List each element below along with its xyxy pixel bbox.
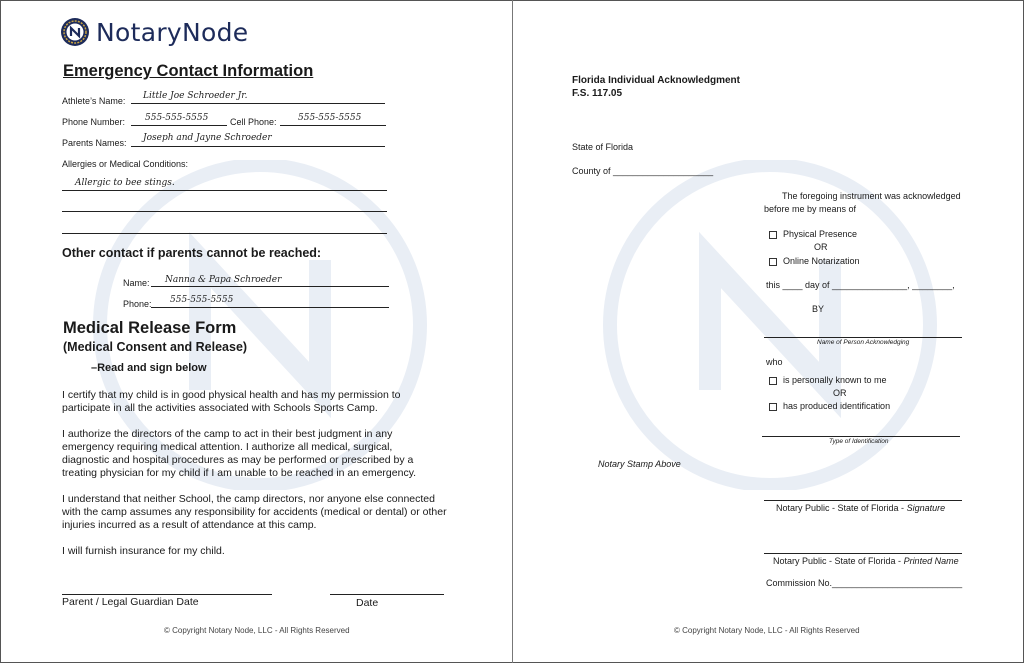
county-line[interactable]: County of ____________________ bbox=[572, 166, 714, 176]
notary-signature-caption-b: Signature bbox=[906, 503, 946, 513]
who-text: who bbox=[766, 357, 783, 367]
allergies-line-3 bbox=[62, 233, 387, 234]
athlete-name-label: Athlete’s Name: bbox=[62, 96, 126, 106]
notarynode-logo-icon bbox=[60, 17, 90, 47]
notary-signature-caption-a: Notary Public - State of Florida - bbox=[776, 503, 907, 513]
personally-known-option[interactable] bbox=[769, 375, 887, 385]
online-notarization-label: Online Notarization bbox=[783, 256, 860, 266]
personally-known-label: is personally known to me bbox=[783, 375, 887, 385]
produced-id-option[interactable] bbox=[769, 401, 890, 411]
foregoing-text-2: before me by means of bbox=[764, 204, 857, 214]
online-notarization-option[interactable] bbox=[769, 256, 860, 266]
notary-printed-name-caption bbox=[773, 556, 959, 566]
guardian-signature-line[interactable] bbox=[62, 594, 272, 595]
parents-names-line bbox=[131, 146, 385, 147]
parents-names-label: Parents Names: bbox=[62, 138, 127, 148]
phone-number-value[interactable]: 555-555-5555 bbox=[145, 113, 209, 123]
produced-id-label: has produced identification bbox=[783, 401, 891, 411]
right-copyright: © Copyright Notary Node, LLC - All Rights Reserved bbox=[674, 626, 860, 635]
notary-printed-caption-b: Printed Name bbox=[903, 556, 959, 566]
date-label: Date bbox=[356, 597, 379, 609]
medical-release-title: Medical Release Form bbox=[63, 319, 237, 337]
notary-printed-caption-a: Notary Public - State of Florida - bbox=[773, 556, 904, 566]
cell-phone-value[interactable]: 555-555-5555 bbox=[298, 113, 362, 123]
name-acknowledging-caption: Name of Person Acknowledging bbox=[817, 339, 910, 346]
cell-phone-label: Cell Phone: bbox=[230, 117, 277, 127]
read-and-sign-text: –Read and sign below bbox=[91, 362, 207, 374]
allergies-label: Allergies or Medical Conditions: bbox=[62, 159, 189, 169]
cell-phone-line bbox=[280, 125, 386, 126]
allergies-value[interactable]: Allergic to bee stings. bbox=[75, 178, 175, 188]
certify-paragraph: I certify that my child is in good physical health and has my permission to participate in all the activities associated with Schools Sports Camp. bbox=[62, 389, 401, 414]
emergency-contact-title: Emergency Contact Information bbox=[63, 62, 314, 80]
statute-number: F.S. 117.05 bbox=[572, 88, 623, 99]
other-name-label: Name: bbox=[123, 278, 150, 288]
acknowledgment-title: Florida Individual Acknowledgment bbox=[572, 75, 740, 86]
notary-printed-name-line[interactable] bbox=[764, 553, 962, 554]
date-signature-line[interactable] bbox=[330, 594, 444, 595]
other-contact-title: Other contact if parents cannot be reached: bbox=[62, 246, 322, 260]
left-copyright: © Copyright Notary Node, LLC - All Rights Reserved bbox=[164, 626, 350, 635]
or-text-1: OR bbox=[814, 242, 828, 252]
brand-header bbox=[60, 15, 248, 49]
other-phone-value[interactable]: 555-555-5555 bbox=[170, 295, 234, 305]
authorize-paragraph: I authorize the directors of the camp to act in their best judgment in any emergency requiring medical attention. I authorize all medical, surgical, diagnostic and hospital procedures as may be performed or prescribed by a treating physician for my child if I am unable to be reached in an emergency. bbox=[62, 428, 417, 479]
liability-paragraph: I understand that neither School, the camp directors, nor anyone else connected with the camp assumes any responsibility for accidents (medical or dental) or other injuries incurred as a result of attendance at this camp. bbox=[62, 493, 447, 531]
athlete-name-line bbox=[131, 103, 385, 104]
commission-number-line[interactable]: Commission No.__________________________ bbox=[766, 578, 963, 588]
other-name-line bbox=[151, 286, 389, 287]
guardian-signature-label: Parent / Legal Guardian Date bbox=[62, 596, 199, 608]
physical-presence-checkbox[interactable] bbox=[769, 231, 777, 239]
notary-signature-caption bbox=[776, 503, 945, 513]
other-phone-label: Phone: bbox=[123, 299, 152, 309]
this-day-line[interactable]: this ____ day of _______________, ________, bbox=[766, 280, 955, 290]
phone-number-label: Phone Number: bbox=[62, 117, 126, 127]
type-of-id-line[interactable] bbox=[762, 436, 960, 437]
name-acknowledging-line[interactable] bbox=[764, 337, 962, 338]
insurance-paragraph: I will furnish insurance for my child. bbox=[62, 545, 225, 557]
parents-names-value[interactable]: Joseph and Jayne Schroeder bbox=[143, 133, 272, 143]
type-of-id-caption: Type of Identification bbox=[829, 438, 889, 445]
notary-stamp-note: Notary Stamp Above bbox=[598, 459, 681, 469]
other-phone-line bbox=[151, 307, 389, 308]
physical-presence-option[interactable] bbox=[769, 229, 857, 239]
state-line: State of Florida bbox=[572, 142, 634, 152]
allergies-line-1 bbox=[62, 190, 387, 191]
other-name-value[interactable]: Nanna & Papa Schroeder bbox=[165, 275, 282, 285]
allergies-line-2 bbox=[62, 211, 387, 212]
foregoing-text-1: The foregoing instrument was acknowledged bbox=[782, 191, 961, 201]
phone-number-line bbox=[131, 125, 227, 126]
notary-signature-line[interactable] bbox=[764, 500, 962, 501]
athlete-name-value[interactable]: Little Joe Schroeder Jr. bbox=[143, 91, 248, 101]
by-text: BY bbox=[812, 304, 825, 314]
medical-release-subtitle: (Medical Consent and Release) bbox=[63, 340, 248, 354]
personally-known-checkbox[interactable] bbox=[769, 377, 777, 385]
physical-presence-label: Physical Presence bbox=[783, 229, 858, 239]
online-notarization-checkbox[interactable] bbox=[769, 258, 777, 266]
page-divider bbox=[512, 0, 513, 663]
or-text-2: OR bbox=[833, 388, 847, 398]
brand-name: NotaryNode bbox=[96, 17, 249, 47]
produced-id-checkbox[interactable] bbox=[769, 403, 777, 411]
